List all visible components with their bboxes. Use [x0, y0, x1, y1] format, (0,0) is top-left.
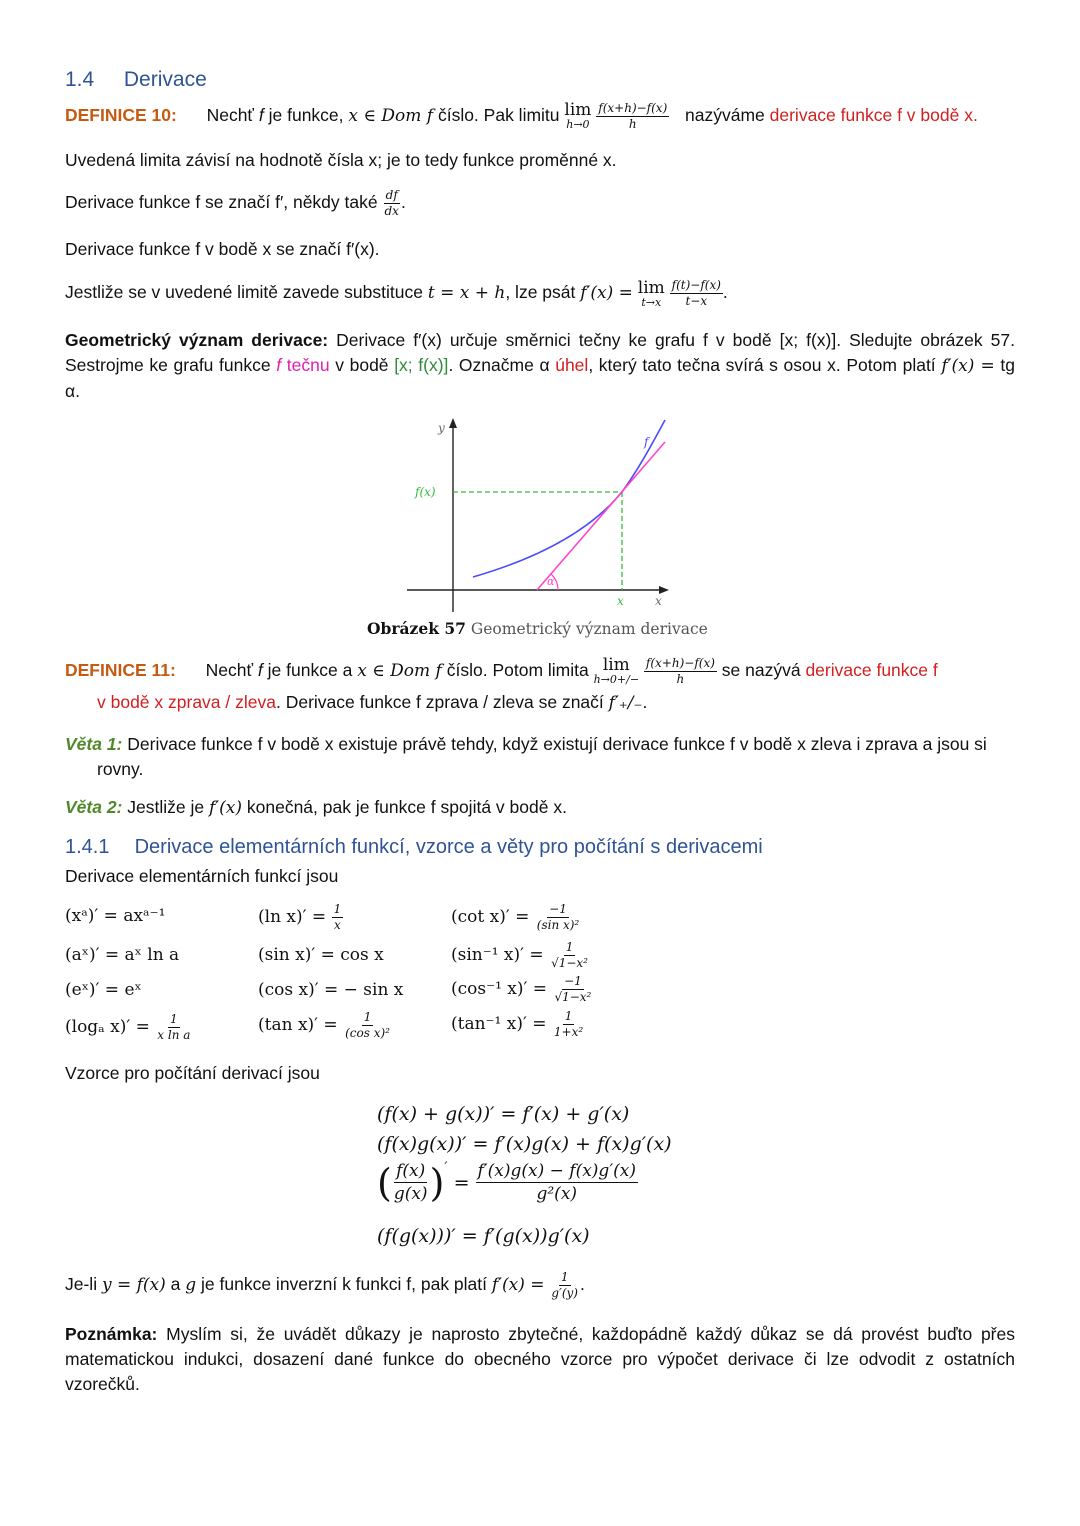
table-c1-r1: (xᵃ)′ = axᵃ⁻¹ [65, 906, 166, 926]
fraction [382, 188, 400, 219]
inv-text: Je-li [65, 1274, 98, 1295]
def-text: číslo. Pak limitu [437, 105, 560, 125]
table-c1-r3: (eˣ)′ = eˣ [65, 980, 142, 1000]
math: f′(x) = [491, 1275, 545, 1296]
limit-op: lim [564, 100, 592, 121]
section-heading [65, 68, 207, 92]
theorem-label: Věta 1: [65, 734, 123, 754]
def-text: Nechť [205, 660, 254, 680]
table-c3-r3 [451, 974, 593, 1005]
fraction-den: √1−x² [551, 956, 588, 970]
fraction-den: h [676, 671, 685, 686]
fraction [155, 1012, 192, 1043]
geo-angle: úhel [555, 355, 589, 375]
y-label: y [438, 421, 445, 435]
p-text: . [722, 282, 728, 303]
p-text: Derivace funkce f se značí f′, někdy také [65, 192, 378, 213]
formula-text: (ln x)′ = [258, 907, 327, 927]
table-c2-r3: (cos x)′ = − sin x [258, 980, 404, 1000]
inverse-function [65, 1270, 585, 1301]
paren-open: ( [377, 1160, 392, 1205]
inv-text: je funkce inverzní k funkci f, pak platí [201, 1274, 488, 1295]
fraction [549, 940, 590, 971]
formula-text: (tan x)′ = [258, 1015, 338, 1035]
fraction [552, 1009, 585, 1040]
limit-op: lim [637, 277, 665, 298]
theorem-1 [65, 734, 987, 755]
definition-11-cont [97, 692, 647, 713]
note-label: Poznámka: [65, 1324, 158, 1344]
geo-tangent: tečnu [286, 355, 330, 375]
fraction [535, 902, 581, 933]
fraction-num: 1 [564, 1009, 573, 1023]
note-text: Myslím si, že uvádět důkazy je naprosto zbytečné, každopádně každý důkaz se dá provést buďto přes matematickou indukci, dosazení dané funkce do obecného vzorce pro výpočet derivace či lze odvodit z ostatních vzorečků. [65, 1324, 1015, 1394]
definition-11 [65, 653, 938, 688]
geo-text: Derivace f′(x) určuje směrnici tečny ke grafu f v bodě [x; f(x)]. Sledujte obrázek 57. Sestrojme ke grafu funkce [65, 330, 1015, 375]
definition-label: DEFINICE 10: [65, 105, 177, 125]
y-axis-arrow [449, 418, 457, 428]
math: y = f(x) [101, 1275, 166, 1296]
fraction [670, 278, 723, 309]
fraction-den: g²(x) [536, 1184, 578, 1204]
formula-text: (sin⁻¹ x)′ = [451, 945, 544, 965]
formula-text: (cot x)′ = [451, 907, 530, 927]
fraction [476, 1160, 639, 1205]
fx-label: f(x) [415, 485, 436, 499]
limit [594, 656, 639, 686]
table-c2-r4 [258, 1010, 392, 1041]
def-text: je funkce a [267, 660, 353, 680]
paragraph: Derivace funkce f v bodě x se značí f′(x). [65, 239, 380, 259]
paragraph: Uvedená limita závisí na hodnotě čísla x; je to tedy funkce proměnné x. [65, 150, 617, 170]
f-label: f [644, 435, 649, 449]
section-number: 1.4 [65, 68, 95, 91]
definition-label: DEFINICE 11: [65, 660, 176, 680]
x-axis-arrow [659, 586, 669, 594]
theorem-2 [65, 797, 567, 818]
paragraph [65, 278, 728, 309]
table-c3-r4 [451, 1009, 585, 1040]
equals-sign: = [453, 1171, 470, 1194]
figure-57-graph [395, 412, 695, 617]
inv-text: . [579, 1274, 585, 1295]
definition-10 [65, 98, 978, 133]
p-text: Jestliže se v uvedené limitě zavede substituce [65, 282, 423, 303]
fraction-den: √1−x² [554, 990, 592, 1004]
section-title: Derivace [123, 68, 207, 91]
caption-text: Geometrický význam derivace [470, 620, 708, 638]
def-text: . [642, 692, 648, 712]
note [65, 1322, 1015, 1397]
fraction-num: 1 [363, 1010, 372, 1024]
alpha-label: α [547, 575, 555, 588]
math: f′(x) [208, 798, 242, 818]
fraction [549, 1270, 580, 1301]
def-text: číslo. Potom limita [446, 660, 589, 680]
rule-chain: (f(g(x)))′ = f′(g(x))g′(x) [377, 1225, 590, 1247]
prime-mark: ′ [444, 1160, 448, 1176]
fraction-den: (sin x)² [536, 918, 580, 932]
table-c2-r1 [258, 902, 343, 933]
geo-label: Geometrický význam derivace: [65, 330, 329, 350]
theorem-text: Derivace funkce f v bodě x existuje právě tehdy, když existují derivace funkce f v bodě x zleva i zprava a jsou si [127, 734, 987, 754]
limit-sub: h→0+/− [593, 673, 640, 687]
fraction [332, 902, 344, 933]
table-c3-r2 [451, 940, 590, 971]
fraction-den: h [628, 116, 637, 131]
table-c1-r4 [65, 1012, 192, 1043]
math: g [185, 1275, 197, 1296]
fraction-num: df [385, 188, 398, 202]
limit-sub: t→x [641, 295, 662, 309]
math: f′(x) = [580, 283, 633, 304]
def-var: f [258, 105, 264, 125]
x-tick-label: x [617, 594, 624, 608]
paragraph [65, 188, 406, 219]
math: f′(x) = [941, 356, 995, 376]
theorem-1-cont: rovny. [97, 759, 144, 779]
def-highlight: derivace funkce f v bodě x. [769, 105, 978, 125]
def-text: . Derivace funkce f zprava / zleva se značí [275, 692, 604, 712]
theorem-text: Jestliže je [127, 797, 205, 817]
fraction-den: g′(y) [551, 1286, 578, 1300]
formula-text: (logₐ x)′ = [65, 1017, 150, 1037]
fraction-den: dx [384, 204, 399, 218]
elementary-intro: Derivace elementárních funkcí jsou [65, 866, 339, 886]
rule-sum: (f(x) + g(x))′ = f′(x) + g′(x) [377, 1103, 630, 1125]
geo-point: [x; f(x)] [394, 355, 449, 375]
fraction-den: (cos x)² [345, 1026, 390, 1040]
fraction [644, 656, 717, 687]
def-var: f [257, 660, 263, 680]
paren-close: ) [429, 1160, 445, 1205]
fraction [552, 974, 593, 1005]
x-label: x [655, 594, 662, 608]
fraction-num: f(t)−f(x) [671, 278, 721, 292]
fraction-num: 1 [170, 1012, 178, 1026]
limit-sub: h→0 [566, 118, 590, 132]
limit-op: lim [602, 655, 630, 676]
p-text: . [400, 192, 406, 213]
theorem-text: konečná, pak je funkce f spojitá v bodě x. [246, 797, 567, 817]
fraction-num: 1 [565, 940, 574, 954]
rule-quotient [377, 1160, 638, 1205]
table-c3-r1 [451, 902, 581, 933]
fraction [392, 1160, 430, 1205]
table-c1-r2: (aˣ)′ = aˣ ln a [65, 945, 180, 965]
formula-text: (tan⁻¹ x)′ = [451, 1014, 547, 1034]
fraction-den: x ln a [157, 1028, 191, 1042]
def-highlight: derivace funkce f [805, 660, 938, 680]
fraction-den: x [333, 918, 341, 932]
fraction-num: −1 [549, 902, 567, 916]
math: f′₊/₋ [608, 693, 643, 713]
subsection-heading [65, 836, 763, 859]
geo-text: , který tato tečna svírá s osou x. Potom platí [588, 355, 936, 375]
geo-text: . Označme α [448, 355, 550, 375]
fraction-den: 1+x² [553, 1025, 584, 1039]
geo-f: f [276, 355, 282, 375]
def-condition: x ∈ Dom f [357, 661, 442, 681]
limit [638, 279, 665, 309]
fraction-num: f(x) [396, 1161, 426, 1181]
fraction-den: t−x [685, 294, 708, 308]
subsection-number: 1.4.1 [65, 836, 110, 858]
def-text: se nazývá [721, 660, 801, 680]
geo-text: v bodě [335, 355, 389, 375]
inv-text: a [170, 1274, 181, 1295]
fraction-num: −1 [564, 974, 582, 988]
limit [564, 101, 591, 131]
geo-text: tg α. [65, 355, 1016, 401]
fraction-num: f(x+h)−f(x) [598, 100, 668, 115]
def-highlight: v bodě x zprava / zleva [97, 692, 276, 712]
fraction-num: f′(x)g(x) − f(x)g′(x) [477, 1161, 637, 1181]
tangent-line [537, 442, 665, 590]
caption-label: Obrázek 57 [367, 619, 466, 638]
figure-caption [367, 619, 708, 638]
fraction-den: g(x) [393, 1184, 428, 1204]
fraction-num: f(x+h)−f(x) [645, 655, 715, 670]
math: t = x + h [427, 283, 506, 304]
subsection-title: Derivace elementárních funkcí, vzorce a věty pro počítání s derivacemi [134, 836, 763, 858]
table-c2-r2: (sin x)′ = cos x [258, 945, 384, 965]
def-condition: x ∈ Dom f [348, 106, 434, 126]
theorem-label: Věta 2: [65, 797, 123, 817]
geometric-meaning [65, 328, 1015, 404]
p-text: , lze psát [505, 282, 576, 303]
fraction-num: 1 [333, 902, 342, 916]
fraction [596, 101, 669, 132]
fraction-num: 1 [560, 1270, 569, 1284]
fraction [343, 1010, 392, 1041]
def-text: nazýváme [685, 105, 765, 125]
def-text: Nechť [206, 105, 254, 125]
rule-product: (f(x)g(x))′ = f′(x)g(x) + f(x)g′(x) [377, 1133, 672, 1155]
rules-intro: Vzorce pro počítání derivací jsou [65, 1063, 320, 1083]
def-text: je funkce, [268, 105, 344, 125]
formula-text: (cos⁻¹ x)′ = [451, 979, 548, 999]
